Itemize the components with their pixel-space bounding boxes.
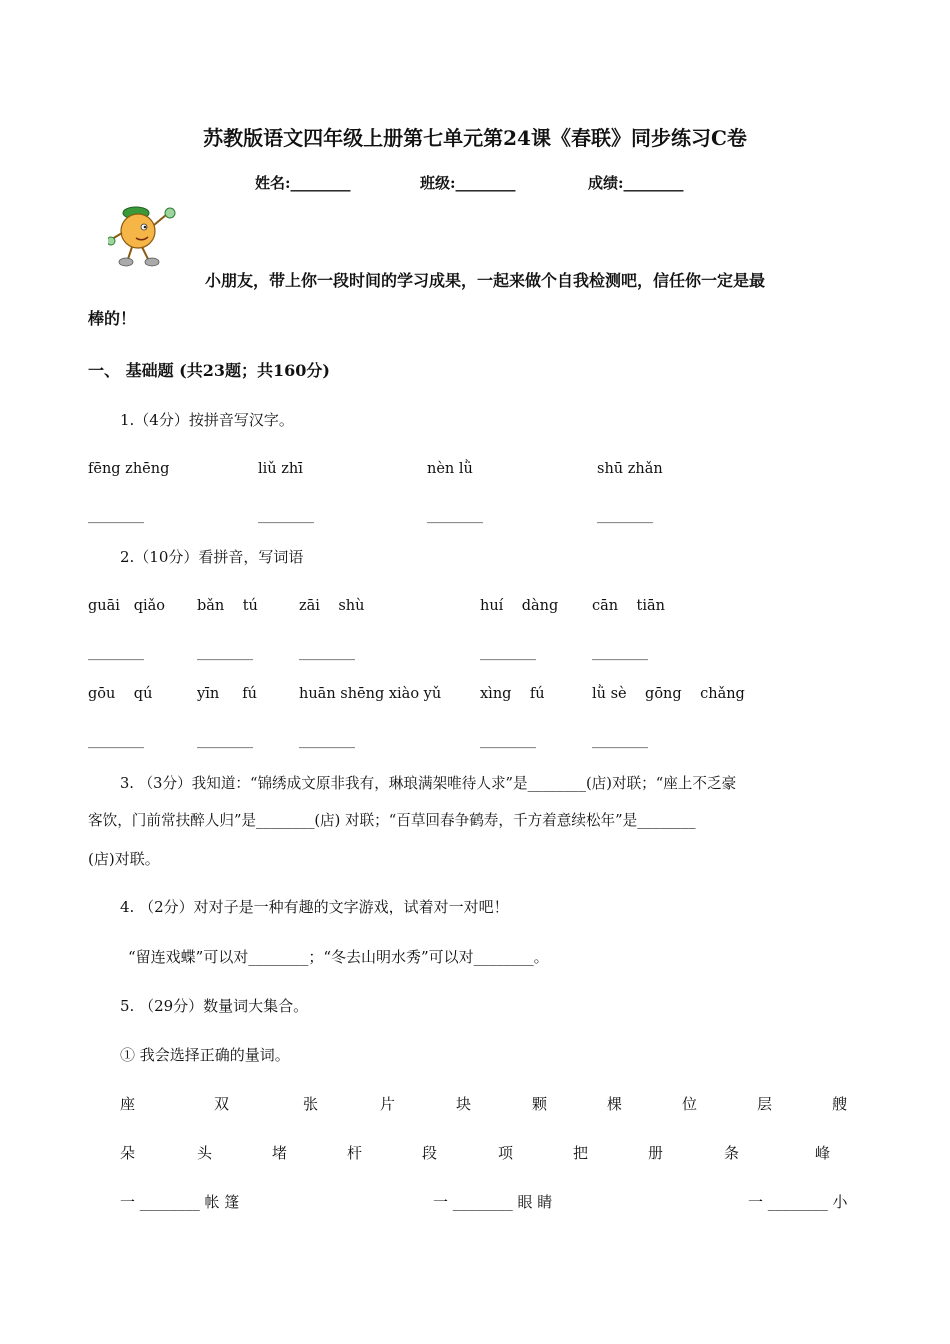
measure-word: 艘 <box>832 1095 848 1113</box>
q2-pinyin: huí dàng <box>480 598 559 614</box>
q2-answer-blank[interactable]: ________ <box>88 733 144 749</box>
q1-pinyin: liǔ zhī <box>258 461 303 477</box>
q4-prompt: “留连戏蝶”可以对________；“冬去山明水秀”可以对________。 <box>128 948 549 966</box>
q2-pinyin: cān tiān <box>592 598 665 614</box>
q1-answer-blank[interactable]: ________ <box>597 508 653 524</box>
intro-line-2: 棒的！ <box>88 309 137 328</box>
q2-answer-blank[interactable]: ________ <box>88 645 144 661</box>
measure-word: 块 <box>456 1095 472 1113</box>
measure-word: 峰 <box>815 1144 831 1162</box>
intro-line-1: 小朋友，带上你一段时间的学习成果，一起来做个自我检测吧，信任你一定是最 <box>205 271 766 290</box>
q1-answer-blank[interactable]: ________ <box>88 508 144 524</box>
measure-word: 位 <box>682 1095 698 1113</box>
q5-title: 5. （29分）数量词大集合。 <box>120 997 309 1015</box>
q1-title: 1.（4分）按拼音写汉字。 <box>120 411 294 429</box>
measure-word: 张 <box>303 1095 319 1113</box>
q2-pinyin: xìng fú <box>480 686 545 702</box>
measure-word: 册 <box>648 1144 664 1162</box>
q1-pinyin: nèn lǜ <box>427 461 473 477</box>
q2-answer-blank[interactable]: ________ <box>197 733 253 749</box>
measure-word: 座 <box>120 1095 136 1113</box>
measure-word: 项 <box>498 1144 514 1162</box>
section-heading: 一、 基础题 (共23题；共160分) <box>88 361 330 380</box>
q2-title: 2.（10分）看拼音，写词语 <box>120 548 304 566</box>
q2-answer-blank[interactable]: ________ <box>592 645 648 661</box>
q2-pinyin: huān shēng xiào yǔ <box>299 686 442 702</box>
measure-word: 片 <box>380 1095 396 1113</box>
q2-pinyin: lǜ sè gōng chǎng <box>592 686 745 702</box>
q5-fill-blank[interactable]: 一 ________ 眼 睛 <box>433 1193 553 1211</box>
q2-answer-blank[interactable]: ________ <box>480 645 536 661</box>
q2-answer-blank[interactable]: ________ <box>197 645 253 661</box>
score-field[interactable]: 成绩:________ <box>588 174 684 192</box>
measure-word: 条 <box>724 1144 740 1162</box>
measure-word: 双 <box>214 1095 230 1113</box>
class-field[interactable]: 班级:________ <box>420 174 516 192</box>
q1-answer-blank[interactable]: ________ <box>427 508 483 524</box>
q2-pinyin: guāi qiǎo <box>88 598 166 614</box>
measure-word: 朵 <box>120 1144 136 1162</box>
q2-pinyin: bǎn tú <box>197 598 258 614</box>
measure-word: 层 <box>757 1095 773 1113</box>
q2-pinyin: zāi shù <box>299 598 365 614</box>
q5-subtitle: ① 我会选择正确的量词。 <box>120 1046 290 1064</box>
q1-pinyin: shū zhǎn <box>597 461 663 477</box>
q2-answer-blank[interactable]: ________ <box>299 645 355 661</box>
q5-fill-blank[interactable]: 一 ________ 小 <box>748 1193 848 1211</box>
measure-word: 堵 <box>272 1144 288 1162</box>
q2-answer-blank[interactable]: ________ <box>480 733 536 749</box>
measure-word: 杆 <box>347 1144 363 1162</box>
mascot-icon <box>108 203 188 271</box>
q1-answer-blank[interactable]: ________ <box>258 508 314 524</box>
q3-line-2: 客饮，门前常扶醉人归”是________(店) 对联；“百草回春争鹤寿，千方着意续松年”是________ <box>88 812 696 829</box>
q4-title: 4. （2分）对对子是一种有趣的文字游戏，试着对一对吧！ <box>120 898 509 916</box>
q3-line-3: (店)对联。 <box>88 850 160 868</box>
q3-line-1: 3. （3分）我知道：“锦绣成文原非我有，琳琅满架唯待人求”是________(店)对联；“座上不乏豪 <box>120 775 737 792</box>
measure-word: 棵 <box>607 1095 623 1113</box>
name-field[interactable]: 姓名:________ <box>255 174 351 192</box>
q2-answer-blank[interactable]: ________ <box>299 733 355 749</box>
q2-pinyin: gōu qú <box>88 686 153 702</box>
q2-pinyin: yīn fú <box>197 686 257 702</box>
page-title: 苏教版语文四年级上册第七单元第24课《春联》同步练习C卷 <box>203 126 747 150</box>
q1-pinyin: fēng zhēng <box>88 461 170 477</box>
measure-word: 段 <box>422 1144 438 1162</box>
measure-word: 颗 <box>532 1095 548 1113</box>
measure-word: 把 <box>573 1144 589 1162</box>
q2-answer-blank[interactable]: ________ <box>592 733 648 749</box>
q5-fill-blank[interactable]: 一 ________ 帐 篷 <box>120 1193 240 1211</box>
measure-word: 头 <box>197 1144 213 1162</box>
